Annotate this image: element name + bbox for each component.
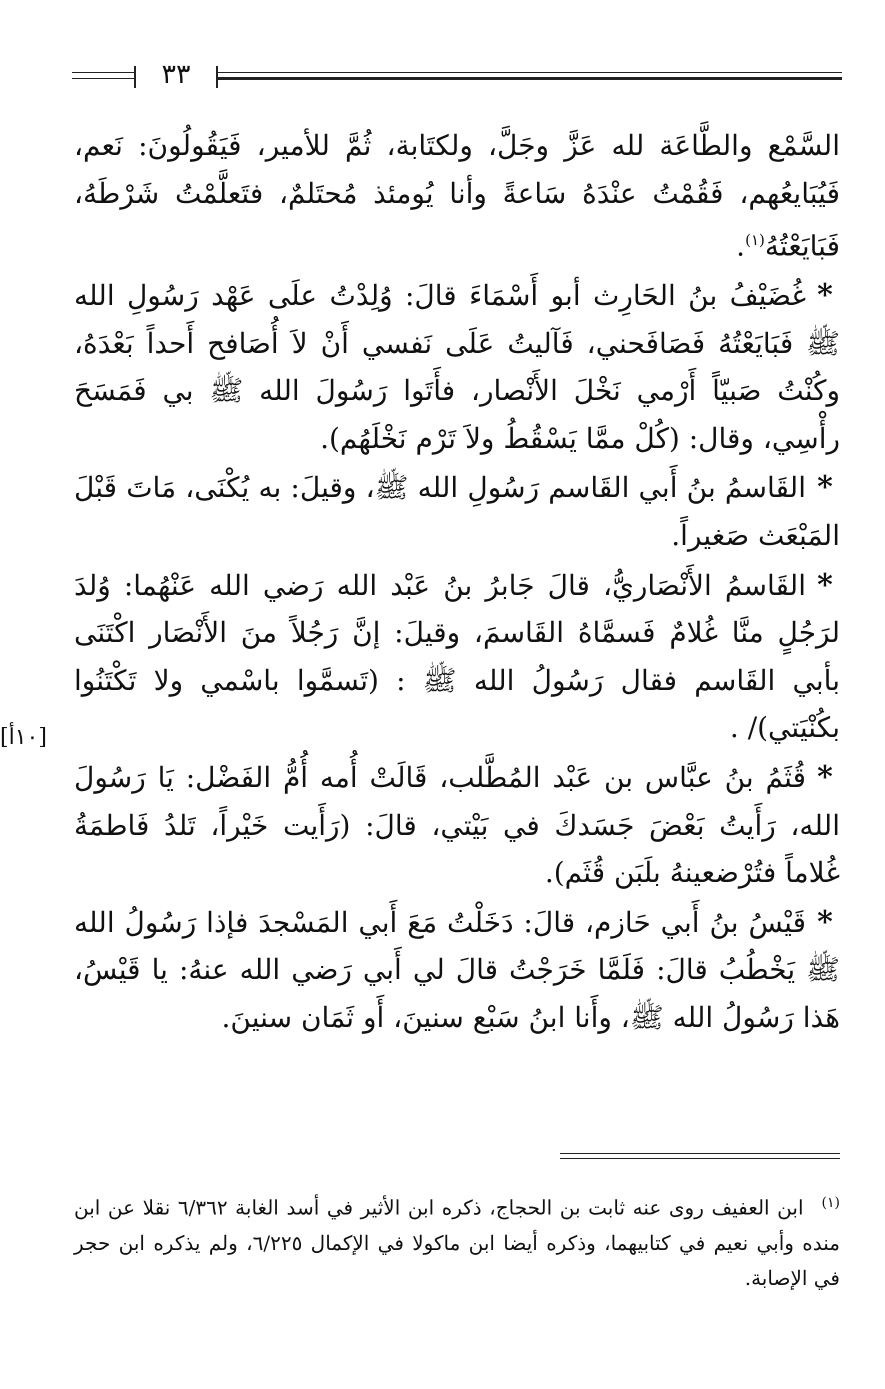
manuscript-folio-note: [١٠أ] bbox=[0, 725, 47, 750]
entry-qutham bbox=[74, 754, 840, 897]
intro-line-1: السَّمْع والطَّاعَة لله عَزَّ وجَلَّ، ولكتَابة، ثُمَّ للأمير، فَيَقُولُونَ: نَعم، فَيُبَايعُهم، bbox=[74, 129, 841, 210]
page-body bbox=[74, 122, 840, 1044]
header-tick-left bbox=[134, 66, 136, 88]
entry-text: القَاسمُ بنُ أَبي القَاسم رَسُولِ الله ﷺ، وقيلَ: به يُكْنَى، مَاتَ قَبْلَ المَبْعَث صَغيراً. bbox=[74, 471, 840, 553]
footnote-text: ابن العفيف روى عنه ثابت بن الحجاج، ذكره ابن الأثير في أسد الغابة ٦/٣٦٢ نقلا عن ابن منده وأبي نعيم في كتابيهما، وذكره أيضا ابن ماكولا في الإكمال ٦/٢٢٥، ولم يذكره ابن حجر في الإصابة. bbox=[74, 1195, 840, 1290]
entry-text: قَيْسُ بنُ أَبي حَازم، قالَ: دَخَلْتُ مَعَ أَبي المَسْجدَ فإذا رَسُولُ الله ﷺ يَخْطُبُ قالَ: فَلَمَّا خَرَجْتُ قالَ لي أَبي رَضي الله عنهُ: يا قَيْسُ، هَذا رَسُولُ الله ﷺ، وأَنا ابنُ سَبْع سنينَ، أَو ثَمَان سنينَ. bbox=[74, 905, 840, 1035]
footnote-ref[interactable]: (١) bbox=[745, 231, 765, 250]
entry-qays bbox=[74, 899, 840, 1042]
entry-qasim-son-of-prophet bbox=[74, 464, 840, 559]
header-rule-left bbox=[72, 72, 134, 73]
entry-text: غُضَيْفُ بنُ الحَارِث أبو أَسْمَاءَ قالَ: وُلِدْتُ علَى عَهْد رَسُولِ الله ﷺ فَبَايَعْتُهُ فَصَافَحني، فَآليتُ عَلَى نَفسي أَنْ لاَ أُصَافح أَحداً بَعْدَهُ، وكُنْتُ صَبيّاً أَرْمي نَخْلَ الأَنْصار، فأَتَوا رَسُولَ الله ﷺ بي فَمَسَحَ رأْسِي، وقال: (كُلْ ممَّا يَسْقُطُ ولاَ تَرْم نَخْلَهُم). bbox=[74, 279, 840, 455]
page-number: ٣٣ bbox=[161, 59, 191, 90]
footnote bbox=[74, 1186, 840, 1296]
header-rule-right bbox=[216, 72, 842, 73]
page-header bbox=[72, 60, 842, 92]
header-rule-left-2 bbox=[72, 78, 134, 79]
footnote-marker: (١) bbox=[821, 1195, 840, 1211]
entry-qasim-ansari bbox=[74, 562, 840, 752]
bullet-star: * bbox=[817, 470, 833, 506]
footnote-separator-2 bbox=[560, 1158, 840, 1159]
bullet-star: * bbox=[817, 760, 833, 796]
intro-paragraph: السَّمْع والطَّاعَة لله عَزَّ وجَلَّ، ولكتَابة، ثُمَّ للأمير، فَيَقُولُونَ: نَعم، فَيُبَايعُهم، فَقُمْتُ عنْدَهُ سَاعةً وأنا يُومئذ مُحتَلمٌ، فتَعلَّمْتُ شَرْطَهُ، فَبَايَعْتُهُ$^{(١)}$. bbox=[74, 129, 841, 263]
entry-text: قُثَمُ بنُ عبَّاس بن عَبْد المُطَّلب، قَالَتْ أُمه أُمُّ الفَضْل: يَا رَسُولَ الله، رَأَيتُ بَعْضَ جَسَدكَ في بَيْتي، قالَ: (رَأَيت خَيْراً، تَلدُ فَاطمَةُ غُلاماً فتُرْضعينهُ بلَبَن قُثَم). bbox=[74, 761, 840, 890]
entry-text: القَاسمُ الأَنْصَاريُّ، قالَ جَابرُ بنُ عَبْد الله رَضي الله عَنْهُما: وُلدَ لرَجُلٍ منَّا غُلامٌ فَسمَّاهُ القَاسمَ، وقيلَ: إنَّ رَجُلاً منَ الأَنْصَار اكْتَنَى بأبي القَاسم فقال رَسُولُ الله ﷺ : (تَسمَّوا باسْمي ولا تَكْتَنُوا بكُنْيَتي)/ . bbox=[74, 568, 840, 745]
header-rule-right-2 bbox=[216, 77, 842, 80]
bullet-star: * bbox=[817, 904, 833, 940]
bullet-star: * bbox=[817, 278, 833, 314]
entry-ghudayf bbox=[74, 272, 840, 462]
intro-line-2: فَقُمْتُ عنْدَهُ سَاعةً وأنا يُومئذ مُحتَلمٌ، فتَعلَّمْتُ شَرْطَهُ، فَبَايَعْتُهُ bbox=[74, 176, 840, 263]
bullet-star: * bbox=[817, 567, 833, 603]
footnote-separator bbox=[560, 1153, 840, 1154]
